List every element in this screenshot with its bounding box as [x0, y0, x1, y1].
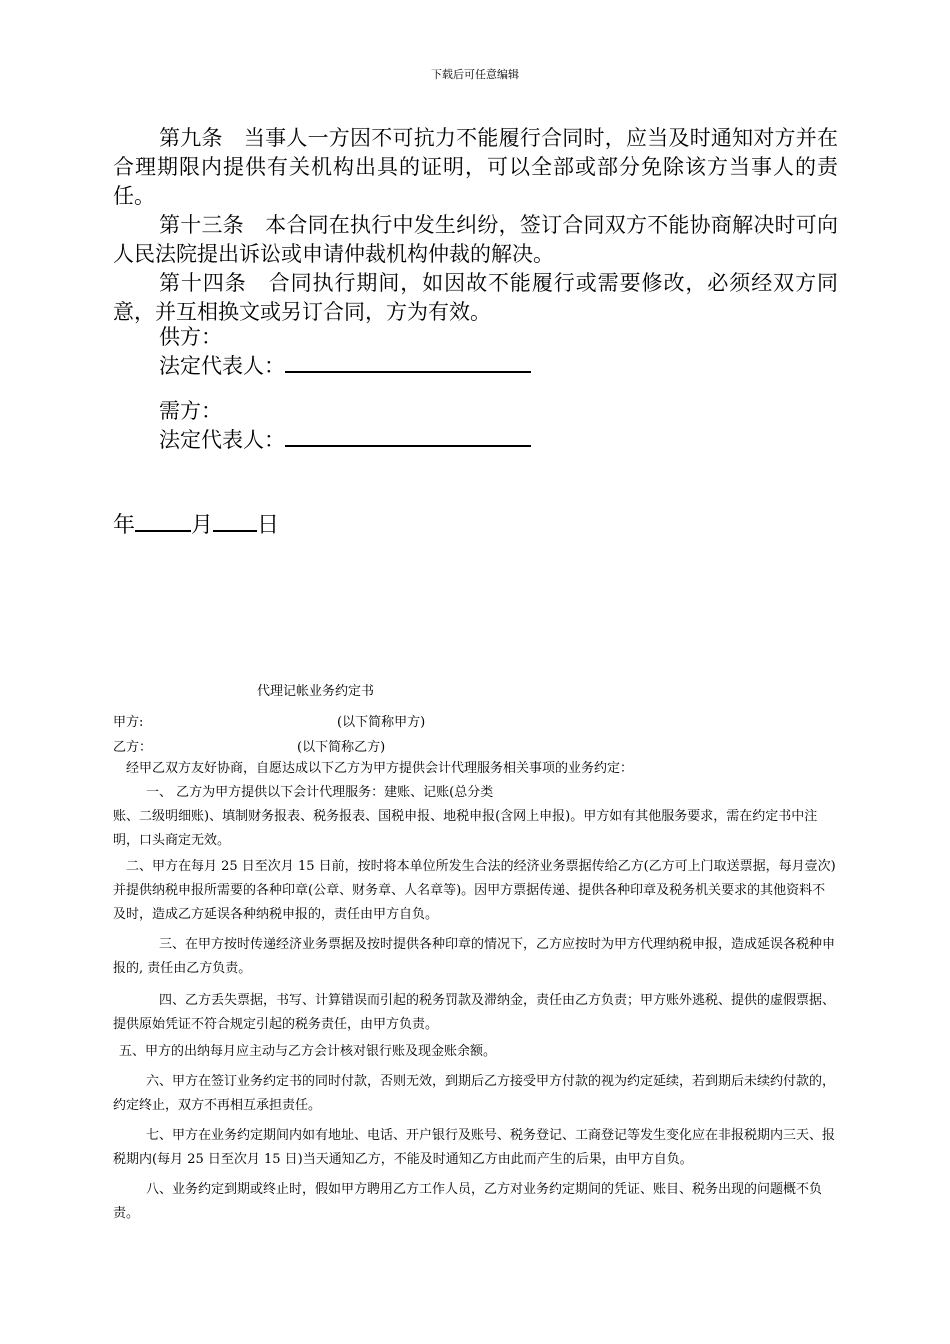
clause-13: 第十三条 本合同在执行中发生纠纷，签订合同双方不能协商解决时可向人民法院提出诉讼或申请仲裁机构仲裁的解决。 — [113, 213, 838, 266]
party-b-note: (以下简称乙方) — [297, 740, 386, 755]
item-8: 八、业务约定到期或终止时，假如甲方聘用乙方工作人员，乙方对业务约定期间的凭证、账目、税务出现的问题概不负责。 — [113, 1182, 823, 1221]
buyer-label: 需方： — [159, 399, 222, 423]
agreement-title: 代理记帐业务约定书 — [257, 684, 375, 699]
party-a-label: 甲方: — [113, 715, 144, 730]
clauses-block — [113, 124, 838, 327]
supplier-signature — [159, 324, 531, 380]
item-3: 三、在甲方按时传递经济业务票据及按时提供各种印章的情况下，乙方应按时为甲方代理纳税申报，造成延误各税种申报的, 责任由乙方负责。 — [113, 937, 836, 976]
day-blank — [213, 510, 257, 532]
party-b-row — [113, 736, 386, 755]
agreement-body — [113, 757, 838, 1226]
buyer-signature-line — [285, 425, 531, 447]
supplier-rep-label: 法定代表人： — [159, 354, 285, 378]
date-line — [113, 508, 279, 539]
supplier-rep-row — [159, 351, 531, 380]
item-2: 二、甲方在每月 25 日至次月 15 日前，按时将本单位所发生合法的经济业务票据传给乙方(乙方可上门取送票据，每月壹次)并提供纳税申报所需要的各种印章(公章、财务章、人名章等)。因甲方票据传递、提供各种印章及税务机关要求的其他资料不及时，造成乙方延误各种纳税申报的，责任由甲方自负。 — [113, 859, 836, 922]
agreement-intro: 经甲乙双方友好协商，自愿达成以下乙方为甲方提供会计代理服务相关事项的业务约定： — [126, 761, 634, 776]
party-a-note: (以下简称甲方) — [337, 715, 426, 730]
item-7: 七、甲方在业务约定期间内如有地址、电话、开户银行及账号、税务登记、工商登记等发生变化应在非报税期内三天、报税期内(每月 25 日至次月 15 日)当天通知乙方，不能及时通知乙方由此而产生的后果，由甲方自负。 — [113, 1128, 836, 1167]
month-blank — [135, 510, 191, 532]
item-6: 六、甲方在签订业务约定书的同时付款，否则无效，到期后乙方接受甲方付款的视为约定延续，若到期后未续约付款的，约定终止，双方不再相互承担责任。 — [113, 1074, 836, 1113]
clause-14: 第十四条 合同执行期间，如因故不能履行或需要修改，必须经双方同意，并互相换文或另订合同，方为有效。 — [113, 271, 838, 324]
supplier-label: 供方： — [159, 325, 222, 349]
party-a-row — [113, 711, 426, 730]
clause-9: 第九条 当事人一方因不可抗力不能履行合同时，应当及时通知对方并在合理期限内提供有关机构出具的证明，可以全部或部分免除该方当事人的责任。 — [113, 126, 838, 208]
buyer-rep-row — [159, 425, 531, 454]
date-day: 日 — [257, 513, 280, 538]
item-4: 四、乙方丢失票据，书写、计算错误而引起的税务罚款及滞纳金，责任由乙方负责；甲方账外逃税、提供的虚假票据、提供原始凭证不符合规定引起的税务责任，由甲方负责。 — [113, 993, 836, 1032]
party-b-label: 乙方： — [113, 740, 153, 755]
item-5: 五、甲方的出纳每月应主动与乙方会计核对银行账及现金账余额。 — [119, 1044, 497, 1059]
buyer-signature — [159, 398, 531, 454]
buyer-rep-label: 法定代表人： — [159, 428, 285, 452]
item-1-head: 一、 乙方为甲方提供以下会计代理服务：建账、记账(总分类 — [146, 785, 494, 800]
date-month: 月 — [191, 513, 214, 538]
date-year: 年 — [113, 513, 136, 538]
header-note: 下载后可任意编辑 — [431, 68, 519, 81]
supplier-signature-line — [285, 351, 531, 373]
item-1-body: 账、二级明细账)、填制财务报表、税务报表、国税申报、地税申报(含网上申报)。甲方如有其他服务要求，需在约定书中注明，口头商定无效。 — [113, 809, 818, 848]
